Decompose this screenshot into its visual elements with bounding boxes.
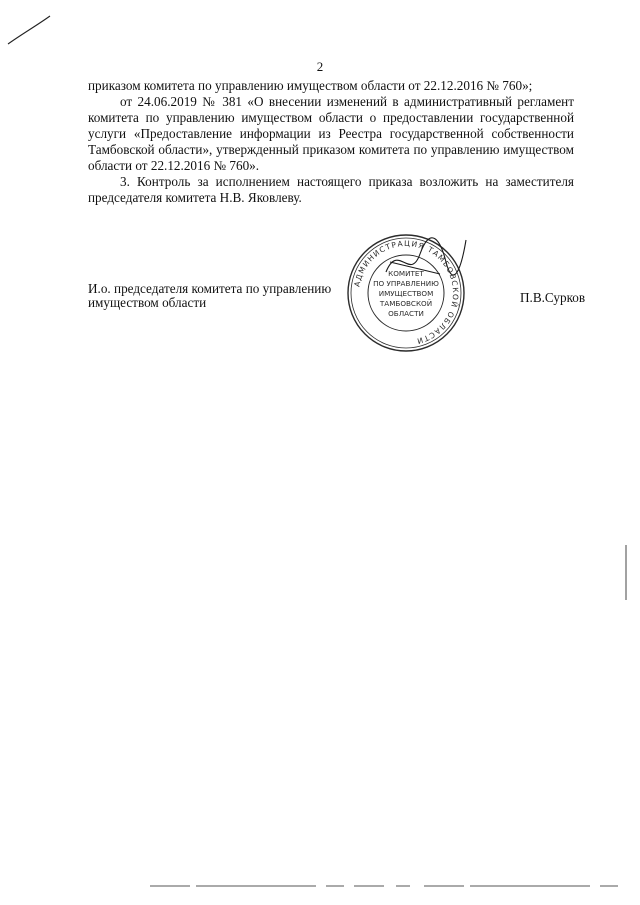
scan-edge-mark [620,545,632,605]
stamp-line-4: ТАМБОВСКОЙ [379,299,433,308]
signature-block [88,282,578,310]
stamp-ring-text: АДМИНИСТРАЦИЯ ТАМБОВСКОЙ ОБЛАСТИ [352,238,461,346]
page-number: 2 [316,59,324,74]
document-body [88,78,574,206]
paragraph-control-clause: 3. Контроль за исполнением настоящего приказа возложить на заместителя председателя комитета Н.В. Яковлеву. [88,174,574,205]
handwritten-signature [380,232,470,292]
signer-name: П.В.Сурков [520,290,586,305]
stamp-line-1: КОМИТЕТ [388,269,424,278]
paragraph-amendment-order: от 24.06.2019 № 381 «О внесении изменений в административный регламент комитета по управлению имуществом области о предоставлении государственной услуги «Предоставление информации из Реестра государственной собственности Тамбовской области», утвержденный приказом комитета по управлению имуществом области от 22.12.2016 № 760». [88,94,574,173]
signer-position-line2: имуществом области [88,295,207,310]
signer-position-line1: И.о. председателя комитета по управлению [88,281,332,296]
paragraph-order-reference: приказом комитета по управлению имуществом области от 22.12.2016 № 760»; [88,78,533,93]
scan-bottom-dashes [150,884,620,888]
stamp-line-3: ИМУЩЕСТВОМ [378,289,434,298]
stamp-line-5: ОБЛАСТИ [388,309,424,318]
stamp-line-2: ПО УПРАВЛЕНИЮ [373,279,439,288]
scan-pen-stroke [0,0,70,50]
